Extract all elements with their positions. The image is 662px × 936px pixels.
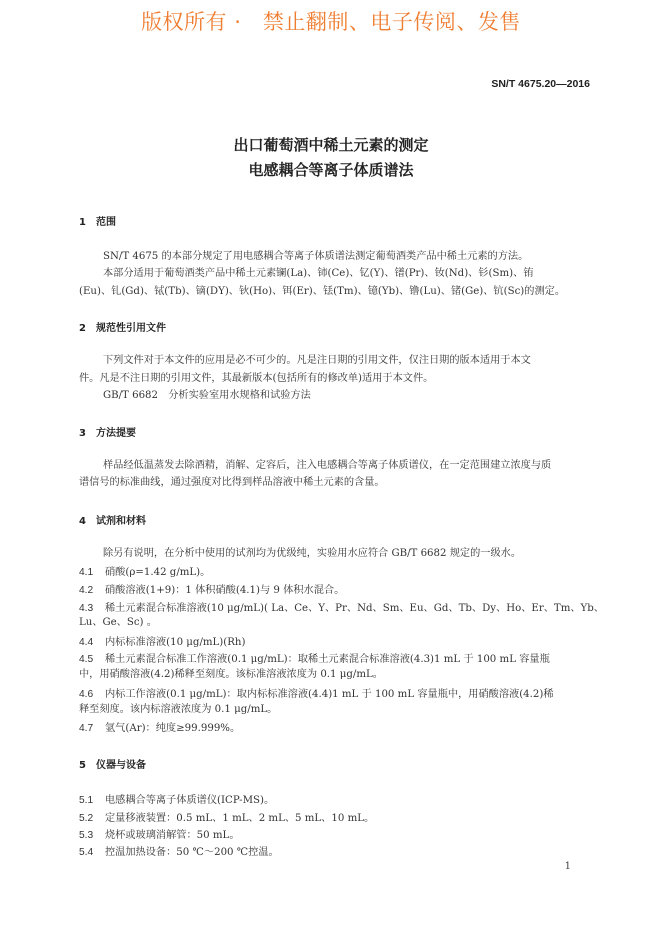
clause-text: 氩气(Ar)：纯度≥99.999%。 [105,723,241,734]
clause-number: 4.7 [79,723,94,734]
paragraph: SN/T 4675 的本部分规定了用电感耦合等离子体质谱法测定葡萄酒类产品中稀土元素的方法。 [103,251,529,262]
paragraph: 本部分适用于葡萄酒类产品中稀土元素镧(La)、铈(Ce)、钇(Y)、镨(Pr)、钕(Nd)、钐(Sm)、铕 [103,268,534,279]
section-number: 2 [79,323,86,334]
clause-text: 烧杯或玻璃消解管：50 mL。 [105,830,240,841]
clause-4-2 [79,581,344,596]
clause-number: 5.3 [79,830,94,841]
section-number: 1 [79,217,86,228]
clause-number: 5.4 [79,847,94,858]
section-title: 仪器与设备 [96,760,146,771]
section-number: 3 [79,428,86,439]
standard-number: SN/T 4675.20—2016 [491,78,590,90]
paragraph: 下列文件对于本文件的应用是必不可少的。凡是注日期的引用文件，仅注日期的版本适用于本文 [103,355,531,366]
clause-text: 硝酸(ρ=1.42 g/mL)。 [105,567,211,578]
clause-text: 电感耦合等离子体质谱仪(ICP-MS)。 [105,795,275,806]
clause-number: 5.1 [79,795,94,806]
normative-reference: GB/T 6682 分析实验室用水规格和试验方法 [103,390,311,401]
clause-number: 4.6 [79,689,94,700]
paragraph-continuation: (Eu)、钆(Gd)、铽(Tb)、镝(DY)、钬(Ho)、铒(Er)、铥(Tm)、镱(Yb)、镥(Lu)、锗(Ge)、钪(Sc)的测定。 [79,286,566,297]
clause-4-5 [79,650,550,665]
section-title: 规范性引用文件 [96,323,166,334]
clause-number: 4.5 [79,654,94,665]
clause-number: 4.1 [79,567,94,578]
clause-continuation: 中，用硝酸溶液(4.2)稀释至刻度。该标准溶液浓度为 0.1 μg/mL。 [79,669,383,680]
section-number: 4 [79,516,86,527]
section-2-heading [79,319,166,334]
clause-text: 硝酸溶液(1+9)：1 体积硝酸(4.1)与 9 体积水混合。 [105,585,345,596]
clause-5-4 [79,843,279,858]
copyright-banner: 版权所有 · 禁止翻制、电子传阅、发售 [141,10,521,34]
section-number: 5 [79,760,86,771]
clause-4-7 [79,719,240,734]
document-title-line2: 电感耦合等离子体质谱法 [248,161,414,179]
clause-continuation: 释至刻度。该内标溶液浓度为 0.1 μg/mL。 [79,704,278,715]
section-title: 范围 [96,217,116,228]
page-number: 1 [564,861,571,872]
clause-text: 稀土元素混合标准溶液(10 μg/mL)( La、Ce、Y、Pr、Nd、Sm、Eu、Gd、Tb、Dy、Ho、Er、Tm、Yb、 [105,603,604,614]
clause-4-4 [79,633,245,648]
section-4-heading [79,512,146,527]
clause-text: 内标标准溶液(10 μg/mL)(Rh) [105,637,246,648]
section-5-heading [79,756,146,771]
clause-5-2 [79,809,374,824]
paragraph: 样品经低温蒸发去除酒精，消解、定容后，注入电感耦合等离子体质谱仪，在一定范围建立浓度与质 [103,460,552,471]
section-3-heading [79,424,136,439]
section-title: 方法提要 [96,428,136,439]
clause-4-6 [79,685,554,700]
paragraph-continuation: 谱信号的标准曲线，通过强度对比得到样品溶液中稀土元素的含量。 [79,477,385,488]
clause-number: 4.4 [79,637,94,648]
paragraph: 除另有说明，在分析中使用的试剂均为优级纯，实验用水应符合 GB/T 6682 规定的一级水。 [103,548,522,559]
clause-5-1 [79,791,274,806]
clause-number: 5.2 [79,813,94,824]
clause-number: 4.2 [79,585,94,596]
clause-number: 4.3 [79,603,94,614]
paragraph-continuation: 件。凡是不注日期的引用文件，其最新版本(包括所有的修改单)适用于本文件。 [79,373,434,384]
clause-text: 内标工作溶液(0.1 μg/mL)：取内标标准溶液(4.4)1 mL 于 100 mL 容量瓶中，用硝酸溶液(4.2)稀 [105,689,554,700]
clause-text: 定量移液装置：0.5 mL、1 mL、2 mL、5 mL、10 mL。 [105,813,375,824]
section-title: 试剂和材料 [96,516,146,527]
clause-5-3 [79,826,240,841]
document-title-line1: 出口葡萄酒中稀土元素的测定 [233,136,429,154]
clause-continuation: Lu、Ge、Sc) 。 [79,617,157,628]
clause-text: 稀土元素混合标准工作溶液(0.1 μg/mL)：取稀土元素混合标准溶液(4.3)1 mL 于 100 mL 容量瓶 [105,654,550,665]
section-1-heading [79,213,116,228]
clause-4-3 [79,599,604,614]
clause-text: 控温加热设备：50 ℃～200 ℃控温。 [105,847,279,858]
clause-4-1 [79,563,210,578]
